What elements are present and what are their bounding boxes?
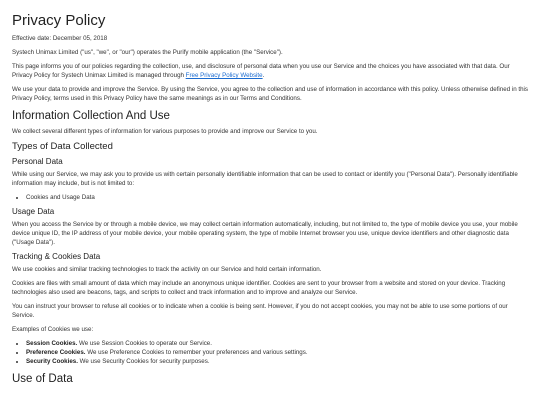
tracking-paragraph-2: Cookies are files with small amount of data which may include an anonymous unique identifier. Cookies are sent to your browser from a website and stored on your device. Tracking technologies also used are beacons, tags, and scripts to collect and track information and to improve and analyze our Service. bbox=[12, 280, 506, 296]
heading-use-of-data: Use of Data bbox=[12, 373, 73, 385]
personal-data-list bbox=[12, 193, 530, 202]
heading-types-of-data: Types of Data Collected bbox=[12, 141, 113, 152]
cookie-type-name: Session Cookies. bbox=[26, 340, 78, 347]
tracking-paragraph-1: We use cookies and similar tracking technologies to track the activity on our Service and hold certain information. bbox=[12, 266, 322, 273]
personal-data-paragraph: While using our Service, we may ask you to provide us with certain personally identifiable information that can be used to contact or identify you ("Personal Data"). Personally identifiable information may include, but is not limited to: bbox=[12, 171, 518, 187]
heading-personal-data: Personal Data bbox=[12, 157, 63, 166]
list-item bbox=[26, 357, 530, 366]
cookie-type-name: Security Cookies. bbox=[26, 358, 78, 365]
cookie-examples-list bbox=[12, 339, 530, 366]
cookie-examples-intro: Examples of Cookies we use: bbox=[12, 326, 94, 333]
free-privacy-policy-link[interactable]: Free Privacy Policy Website bbox=[185, 72, 263, 79]
list-item bbox=[26, 339, 530, 348]
list-item: • Cookies and Usage Data bbox=[26, 193, 530, 202]
intro-paragraph-2 bbox=[12, 62, 530, 80]
usage-data-paragraph: When you access the Service by or through a mobile device, we may collect certain information automatically, including, but not limited to, the type of mobile device you use, your mobile device unique ID, the IP address of your mobile device, your mobile operating system, the type of mobile Internet browser you use, unique device identifiers and other diagnostic data ("Usage Data"). bbox=[12, 221, 518, 246]
heading-information-collection: Information Collection And Use bbox=[12, 110, 170, 122]
intro-paragraph-1: Systech Unimax Limited ("us", "we", or "our") operates the Purify mobile application (the "Service"). bbox=[12, 49, 283, 56]
tracking-paragraph-3: You can instruct your browser to refuse all cookies or to indicate when a cookie is being sent. However, if you do not accept cookies, you may not be able to use some portions of our Service. bbox=[12, 303, 508, 319]
cookie-type-text: We use Security Cookies for security purposes. bbox=[77, 358, 210, 365]
intro-paragraph-3: We use your data to provide and improve the Service. By using the Service, you agree to the collection and use of information in accordance with this policy. Unless otherwise defined in this Privacy Policy, terms used in this Privacy Policy have the same meanings as in our Terms and Conditions. bbox=[12, 86, 529, 102]
policy-content bbox=[12, 12, 530, 390]
cookie-type-text: We use Preference Cookies to remember your preferences and various settings. bbox=[85, 349, 308, 356]
list-item bbox=[26, 348, 530, 357]
cookie-type-text: We use Session Cookies to operate our Service. bbox=[77, 340, 212, 347]
intro-paragraph-2-end: . bbox=[262, 72, 265, 79]
intro-paragraph-2-text: This page informs you of our policies regarding the collection, use, and disclosure of personal data when you use our Service and the choices you have associated with that data. Our Privacy Policy for Systech Unimax Limited is managed through bbox=[12, 63, 510, 79]
collection-paragraph: We collect several different types of information for various purposes to provide and improve our Service to you. bbox=[12, 128, 318, 135]
cookie-type-name: Preference Cookies. bbox=[26, 349, 86, 356]
page-title: Privacy Policy bbox=[12, 12, 106, 29]
heading-tracking-cookies: Tracking & Cookies Data bbox=[12, 252, 101, 261]
effective-date: Effective date: December 05, 2018 bbox=[12, 35, 108, 42]
heading-usage-data: Usage Data bbox=[12, 207, 55, 216]
